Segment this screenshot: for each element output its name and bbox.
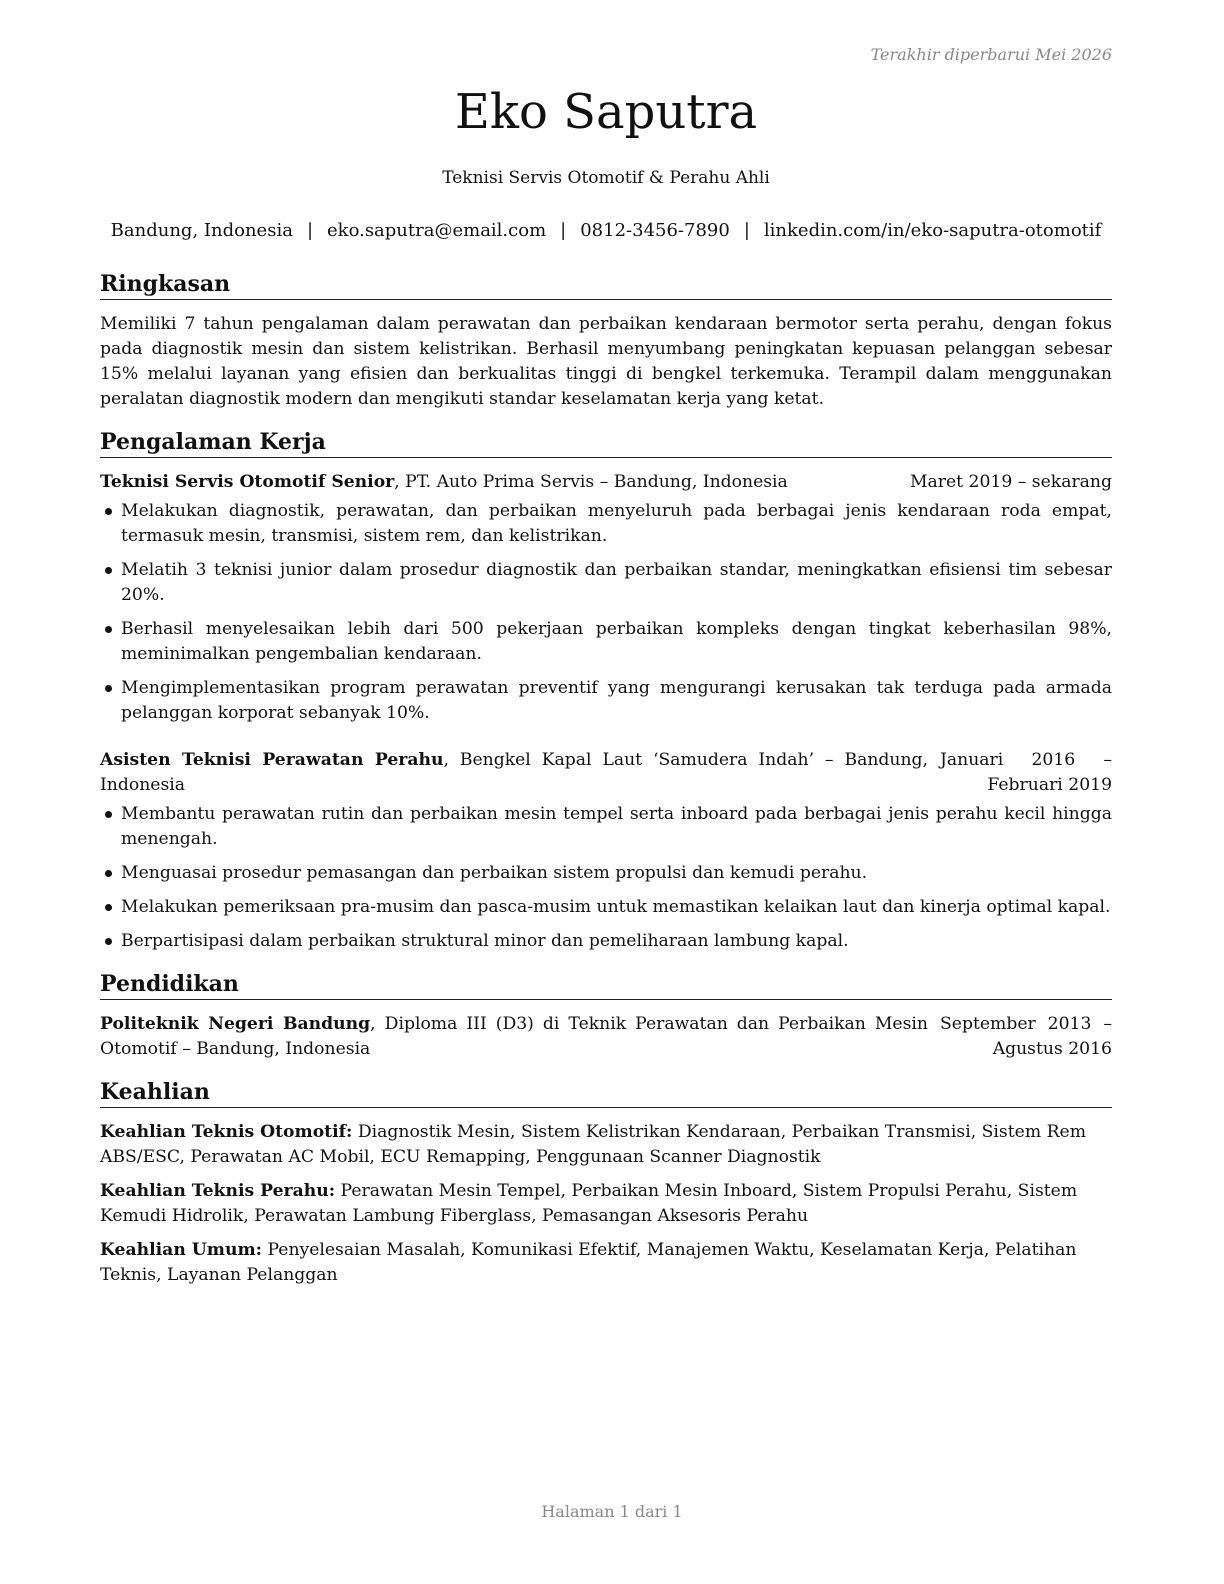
- job-bullet: Melakukan diagnostik, perawatan, dan perbaikan menyeluruh pada berbagai jenis kendaraan roda empat, termasuk mesin, transmisi, sistem rem, dan kelistrikan.: [100, 499, 1112, 549]
- job-bullet: Melakukan pemeriksaan pra-musim dan pasca-musim untuk memastikan kelaikan laut dan kinerja optimal kapal.: [100, 895, 1112, 920]
- job-entry: [100, 748, 1112, 954]
- summary-text: Memiliki 7 tahun pengalaman dalam perawatan dan perbaikan kendaraan bermotor serta perahu, dengan fokus pada diagnostik mesin dan sistem kelistrikan. Berhasil menyumbang peningkatan kepuasan pelanggan sebesar 15% melalui layanan yang efisien dan berkualitas tinggi di bengkel terkemuka. Terampil dalam menggunakan peralatan diagnostik modern dan mengikuti standar keselamatan kerja yang ketat.: [100, 314, 1112, 409]
- experience-heading: Pengalaman Kerja: [100, 428, 1112, 458]
- job-role: Teknisi Servis Otomotif Senior: [100, 472, 395, 492]
- contact-separator: |: [306, 220, 314, 241]
- skill-text: Diagnostik Mesin, Sistem Kelistrikan Kendaraan, Perbaikan Transmisi, Sistem Rem ABS/ESC, Perawatan AC Mobil, ECU Remapping, Penggunaan Scanner Diagnostik: [100, 1122, 1086, 1167]
- contact-location: Bandung, Indonesia: [110, 220, 293, 241]
- education-line: [100, 1012, 928, 1062]
- candidate-title: Teknisi Servis Otomotif & Perahu Ahli: [442, 168, 770, 188]
- experience-section: [100, 428, 1112, 954]
- job-title-line: [100, 470, 898, 495]
- page-footer: Halaman 1 dari 1: [541, 1502, 683, 1521]
- job-title-line: [100, 748, 928, 798]
- job-bullet: Berhasil menyelesaikan lebih dari 500 pekerjaan perbaikan kompleks dengan tingkat keberhasilan 98%, meminimalkan pengembalian kendaraan.: [100, 617, 1112, 667]
- skill-label: Keahlian Umum:: [100, 1240, 263, 1260]
- skill-group: [100, 1179, 1112, 1229]
- job-bullet: Menguasai prosedur pemasangan dan perbaikan sistem propulsi dan kemudi perahu.: [100, 861, 1112, 886]
- skill-label: Keahlian Teknis Otomotif:: [100, 1122, 353, 1142]
- contact-separator: |: [743, 220, 750, 241]
- education-heading: Pendidikan: [100, 970, 1112, 1000]
- skill-group: [100, 1120, 1112, 1170]
- job-bullet: Membantu perawatan rutin dan perbaikan mesin tempel serta inboard pada berbagai jenis perahu kecil hingga menengah.: [100, 802, 1112, 852]
- skill-text: Perawatan Mesin Tempel, Perbaikan Mesin Inboard, Sistem Propulsi Perahu, Sistem Kemudi Hidrolik, Perawatan Lambung Fiberglass, Pemasangan Aksesoris Perahu: [100, 1181, 1078, 1226]
- summary-heading: Ringkasan: [100, 270, 1112, 300]
- candidate-name: Eko Saputra: [454, 84, 758, 140]
- job-header: [100, 748, 1112, 798]
- job-bullet: Melatih 3 teknisi junior dalam prosedur diagnostik dan perbaikan standar, meningkatkan efisiensi tim sebesar 20%.: [100, 558, 1112, 608]
- job-bullet: Berpartisipasi dalam perbaikan struktural minor dan pemeliharaan lambung kapal.: [100, 929, 1112, 954]
- education-detail: , Diploma III (D3) di Teknik Perawatan dan Perbaikan Mesin Otomotif – Bandung, Indonesia: [100, 1014, 928, 1059]
- contact-phone: 0812-3456-7890: [580, 220, 730, 241]
- resume-content: [100, 270, 1112, 1304]
- job-header: [100, 470, 1112, 495]
- job-entry: [100, 470, 1112, 726]
- job-dates: Maret 2019 – sekarang: [909, 472, 1112, 492]
- last-updated: Terakhir diperbarui Mei 2026: [870, 45, 1112, 64]
- skill-group: [100, 1238, 1112, 1288]
- education-school: Politeknik Negeri Bandung: [100, 1014, 371, 1034]
- summary-section: [100, 270, 1112, 412]
- skills-section: [100, 1078, 1112, 1288]
- job-org: , PT. Auto Prima Servis – Bandung, Indonesia: [394, 472, 788, 492]
- job-role: Asisten Teknisi Perawatan Perahu: [100, 750, 444, 770]
- education-entry: [100, 1012, 1112, 1062]
- job-org: , Bengkel Kapal Laut ‘Samudera Indah’ – Bandung, Indonesia: [100, 750, 928, 795]
- contact-separator: |: [560, 220, 567, 241]
- contact-linkedin[interactable]: linkedin.com/in/eko-saputra-otomotif: [763, 220, 1102, 241]
- job-dates: Januari 2016 – Februari 2019: [940, 750, 1112, 795]
- skill-text: Penyelesaian Masalah, Komunikasi Efektif, Manajemen Waktu, Keselamatan Kerja, Pelatihan Teknis, Layanan Pelanggan: [100, 1240, 1077, 1285]
- education-dates: September 2013 – Agustus 2016: [940, 1014, 1112, 1059]
- skills-heading: Keahlian: [100, 1078, 1112, 1108]
- contact-email[interactable]: eko.saputra@email.com: [327, 220, 547, 241]
- contact-line: [100, 220, 1112, 241]
- job-bullets: [100, 499, 1112, 726]
- education-section: [100, 970, 1112, 1062]
- skill-label: Keahlian Teknis Perahu:: [100, 1181, 336, 1201]
- job-bullet: Mengimplementasikan program perawatan preventif yang mengurangi kerusakan tak terduga pada armada pelanggan korporat sebanyak 10%.: [100, 676, 1112, 726]
- job-bullets: [100, 802, 1112, 954]
